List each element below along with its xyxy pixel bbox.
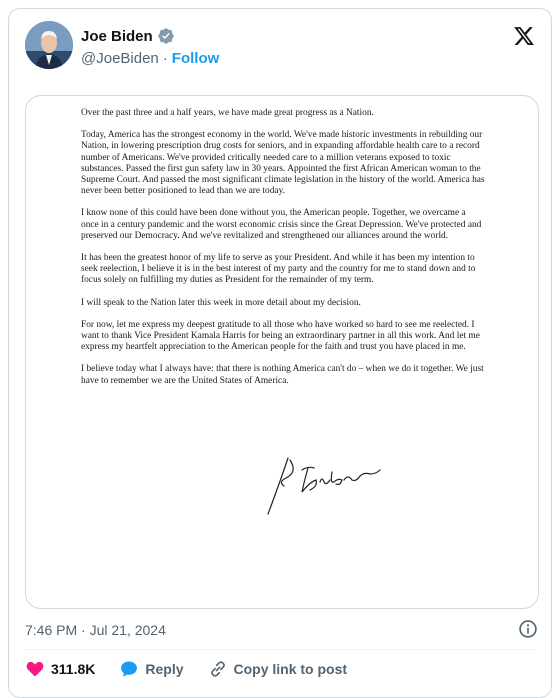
- letter-paragraph: Over the past three and a half years, we have made great progress as a Nation.: [81, 108, 374, 118]
- reply-label: Reply: [145, 661, 184, 677]
- author-handle[interactable]: @JoeBiden: [81, 50, 159, 67]
- letter-paragraph: It has been the greatest honor of my life to serve as your President. And while it has been my intention to seek reelection, I believe it is in the best interest of my party and the country for me to stand down and to focus solely on fulfilling my duties as President for the remainder of my term.: [81, 253, 476, 286]
- copy-link-label: Copy link to post: [233, 661, 348, 677]
- letter-image[interactable]: [25, 95, 539, 609]
- reply-button[interactable]: [119, 659, 183, 679]
- divider: [25, 649, 535, 650]
- signature: [258, 452, 388, 518]
- info-icon[interactable]: [518, 619, 538, 639]
- like-button[interactable]: [25, 659, 95, 679]
- heart-icon: [25, 659, 45, 679]
- post-timestamp[interactable]: 7:46 PM · Jul 21, 2024: [25, 622, 166, 638]
- verified-badge-icon: [157, 27, 175, 45]
- letter-body: [81, 108, 485, 398]
- copy-link-button[interactable]: [208, 659, 348, 679]
- letter-paragraph: I will speak to the Nation later this week in more detail about my decision.: [81, 297, 361, 308]
- letter-paragraph: Today, America has the strongest economy in the world. We've made historic investments in rebuilding our Nation, in lowering prescription drug costs for seniors, and in expanding affordable health care to a record number of Americans. We've provided critically needed care to a million veterans exposed to toxic substances. Passed the first gun safety law in 30 years. Appointed the first African American woman to the Supreme Court. And passed the most significant climate legislation in the history of the world. America has never been better positioned to lead than we are today.: [81, 130, 485, 197]
- post-card: [8, 8, 552, 698]
- avatar[interactable]: [25, 21, 73, 69]
- x-logo-icon[interactable]: [513, 25, 535, 47]
- reply-icon: [119, 659, 139, 679]
- separator-dot: ·: [162, 50, 168, 67]
- follow-button[interactable]: Follow: [171, 50, 220, 67]
- letter-paragraph: I believe today what I always have: that there is nothing America can't do – when we do it together. We just have to remember we are the United States of America.: [81, 364, 484, 386]
- link-icon: [208, 659, 228, 679]
- like-count: 311.8K: [51, 661, 96, 677]
- author-name[interactable]: Joe Biden: [81, 27, 153, 45]
- letter-paragraph: For now, let me express my deepest gratitude to all those who have worked so hard to see me reelected. I want to thank Vice President Kamala Harris for being an extraordinary partner in all this work. And let me express my heartfelt appreciation to the American people for the faith and trust you have placed in me.: [81, 319, 480, 353]
- action-bar: [25, 659, 371, 679]
- letter-paragraph: I know none of this could have been done without you, the American people. Together, we overcame a once in a century pandemic and the worst economic crisis since the Great Depression. We've protected and preserved our Democracy. And we've revitalized and strengthened our alliances around the world.: [81, 208, 482, 241]
